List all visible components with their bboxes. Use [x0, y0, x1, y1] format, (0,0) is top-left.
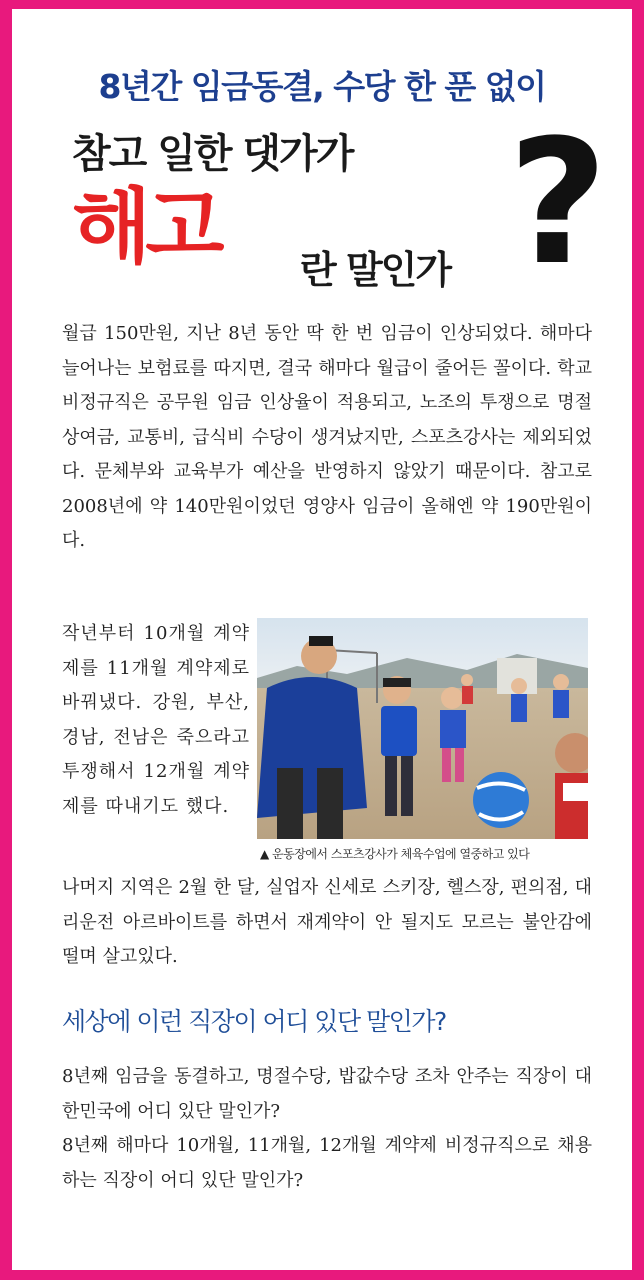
- headline-line-3: 란 말인가: [300, 248, 451, 292]
- headline-line-1: 8년간 임금동결, 수당 한 푼 없이: [98, 67, 546, 106]
- playground-photo: [257, 618, 588, 839]
- intro-paragraph: 월급 150만원, 지난 8년 동안 딱 한 번 임금이 인상되었다. 해마다 늘어나는 보험료를 따지면, 결국 해마다 월급이 줄어든 꼴이다. 학교비정규직은 공무원 임금 인상율이 적용되고, 노조의 투쟁으로 명절상여금, 교통비, 급식비 수당이 생겨났지만, 스포츠강사는 제외되었다. 문체부와 교육부가 예산을 반영하지 않았기 때문이다. 참고로 2008년에 약 140만원이었던 영양사 임금이 올해엔 약 190만원이다.: [62, 323, 592, 551]
- photo-illustration: [257, 618, 588, 839]
- photo-caption: ▲ 운동장에서 스포츠강사가 체육수업에 열중하고 있다: [260, 847, 530, 861]
- question-mark: ?: [508, 102, 608, 303]
- section-heading: 세상에 이런 직장이 어디 있단 말인가?: [62, 1007, 446, 1036]
- section-line-2: 8년째 해마다 10개월, 11개월, 12개월 계약제 비정규직으로 채용하는 직장이 어디 있단 말인가?: [62, 1135, 592, 1191]
- continued-paragraph: 나머지 지역은 2월 한 달, 실업자 신세로 스키장, 헬스장, 편의점, 대리운전 아르바이트를 하면서 재계약이 안 될지도 모르는 불안감에 떨며 살고있다.: [62, 877, 592, 967]
- section-line-1: 8년째 임금을 동결하고, 명절수당, 밥값수당 조차 안주는 직장이 대한민국에 어디 있단 말인가?: [62, 1066, 592, 1122]
- side-paragraph: 작년부터 10개월 계약제를 11개월 계약제로 바꿔냈다. 강원, 부산, 경남, 전남은 죽으라고 투쟁해서 12개월 계약제를 따내기도 했다.: [62, 623, 250, 817]
- headline-emphasis: 해고: [72, 180, 219, 275]
- headline-line-2: 참고 일한 댓가가: [72, 131, 353, 177]
- poster-page: [12, 9, 632, 1270]
- section-paragraph: [62, 1060, 592, 1198]
